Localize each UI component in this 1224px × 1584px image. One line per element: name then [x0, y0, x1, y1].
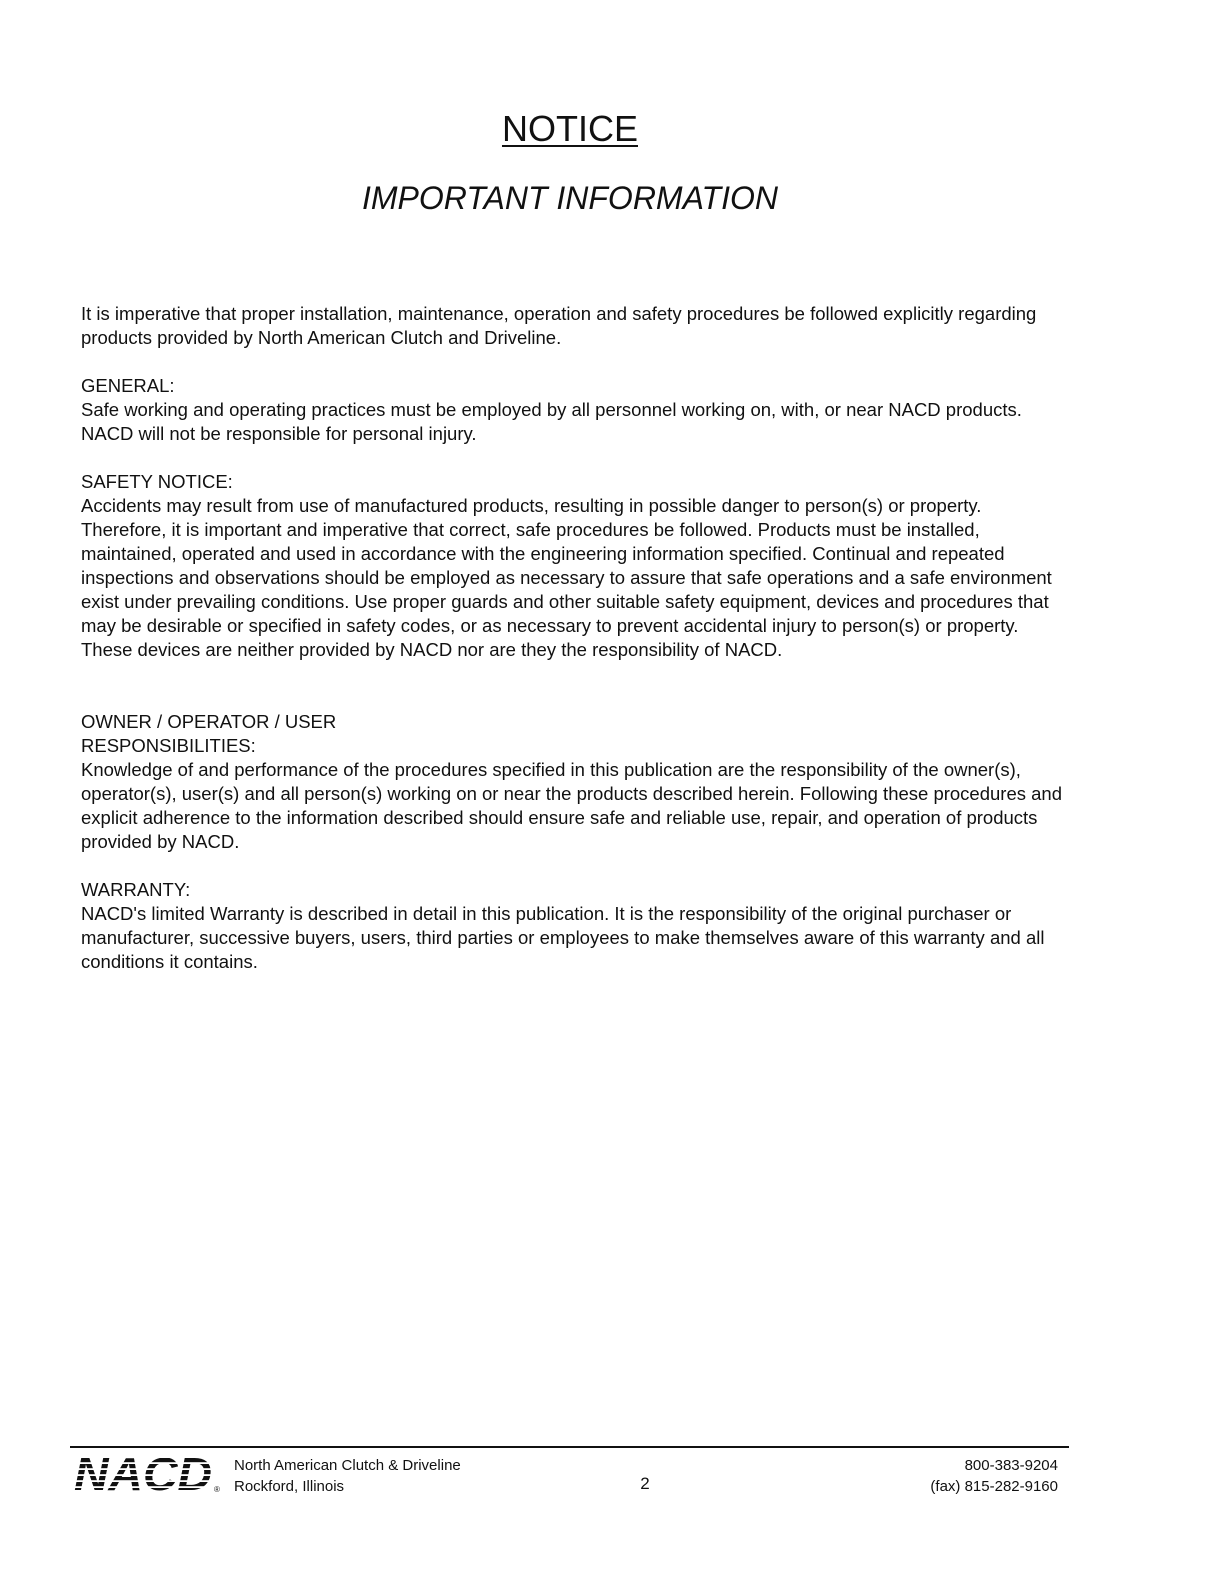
phone-number: 800-383-9204: [964, 1457, 1058, 1474]
page-title: NOTICE: [501, 108, 638, 149]
section-text: NACD's limited Warranty is described in detail in this publication. It is the responsibility of the original purchaser or manufacturer, successive buyers, users, third parties or employees to make themselves aware of this warranty and all conditions it contains.: [81, 903, 1045, 972]
section-heading: WARRANTY:: [81, 879, 191, 900]
page-number: 2: [640, 1474, 650, 1493]
section-warranty: [81, 878, 1066, 974]
section-heading-line1: OWNER / OPERATOR / USER: [81, 711, 337, 732]
page-subtitle: IMPORTANT INFORMATION: [362, 180, 778, 216]
section-safety-notice: [81, 470, 1066, 662]
footer-company: [234, 1455, 461, 1497]
company-location: Rockford, Illinois: [234, 1478, 345, 1495]
nacd-logo: [72, 1452, 222, 1494]
section-heading: SAFETY NOTICE:: [81, 471, 233, 492]
fax-number: (fax) 815-282-9160: [930, 1478, 1058, 1495]
section-heading: GENERAL:: [81, 375, 175, 396]
svg-text:NACD: NACD: [74, 1452, 212, 1494]
document-body: [81, 302, 1066, 998]
section-owner-responsibilities: [81, 710, 1066, 854]
section-text: Knowledge of and performance of the procedures specified in this publication are the responsibility of the owner(s), operator(s), user(s) and all person(s) working on or near the products described herein. Following these procedures and explicit adherence to the information described should ensure safe and reliable use, repair, and operation of products provided by NACD.: [81, 759, 1063, 852]
section-text: Safe working and operating practices must be employed by all personnel working on, with, or near NACD products. NACD will not be responsible for personal injury.: [81, 399, 1022, 444]
section-text: Accidents may result from use of manufactured products, resulting in possible danger to person(s) or property. Therefore, it is important and imperative that correct, safe procedures be followed. Products must be installed, maintained, operated and used in accordance with the engineering information specified. Continual and repeated inspections and observations should be employed as necessary to assure that safe operations and a safe environment exist under prevailing conditions. Use proper guards and other suitable safety equipment, devices and procedures that may be desirable or specified in safety codes, or as necessary to prevent accidental injury to person(s) or property. These devices are neither provided by NACD nor are they the responsibility of NACD.: [81, 495, 1052, 660]
footer-divider: [70, 1446, 1069, 1448]
company-name: North American Clutch & Driveline: [234, 1457, 461, 1474]
footer-contact: [930, 1455, 1058, 1497]
svg-text:®: ®: [214, 1485, 220, 1494]
section-heading-line2: RESPONSIBILITIES:: [81, 735, 256, 756]
intro-paragraph: It is imperative that proper installation, maintenance, operation and safety procedures be followed explicitly regarding products provided by North American Clutch and Driveline.: [81, 303, 1037, 348]
section-general: [81, 374, 1066, 446]
